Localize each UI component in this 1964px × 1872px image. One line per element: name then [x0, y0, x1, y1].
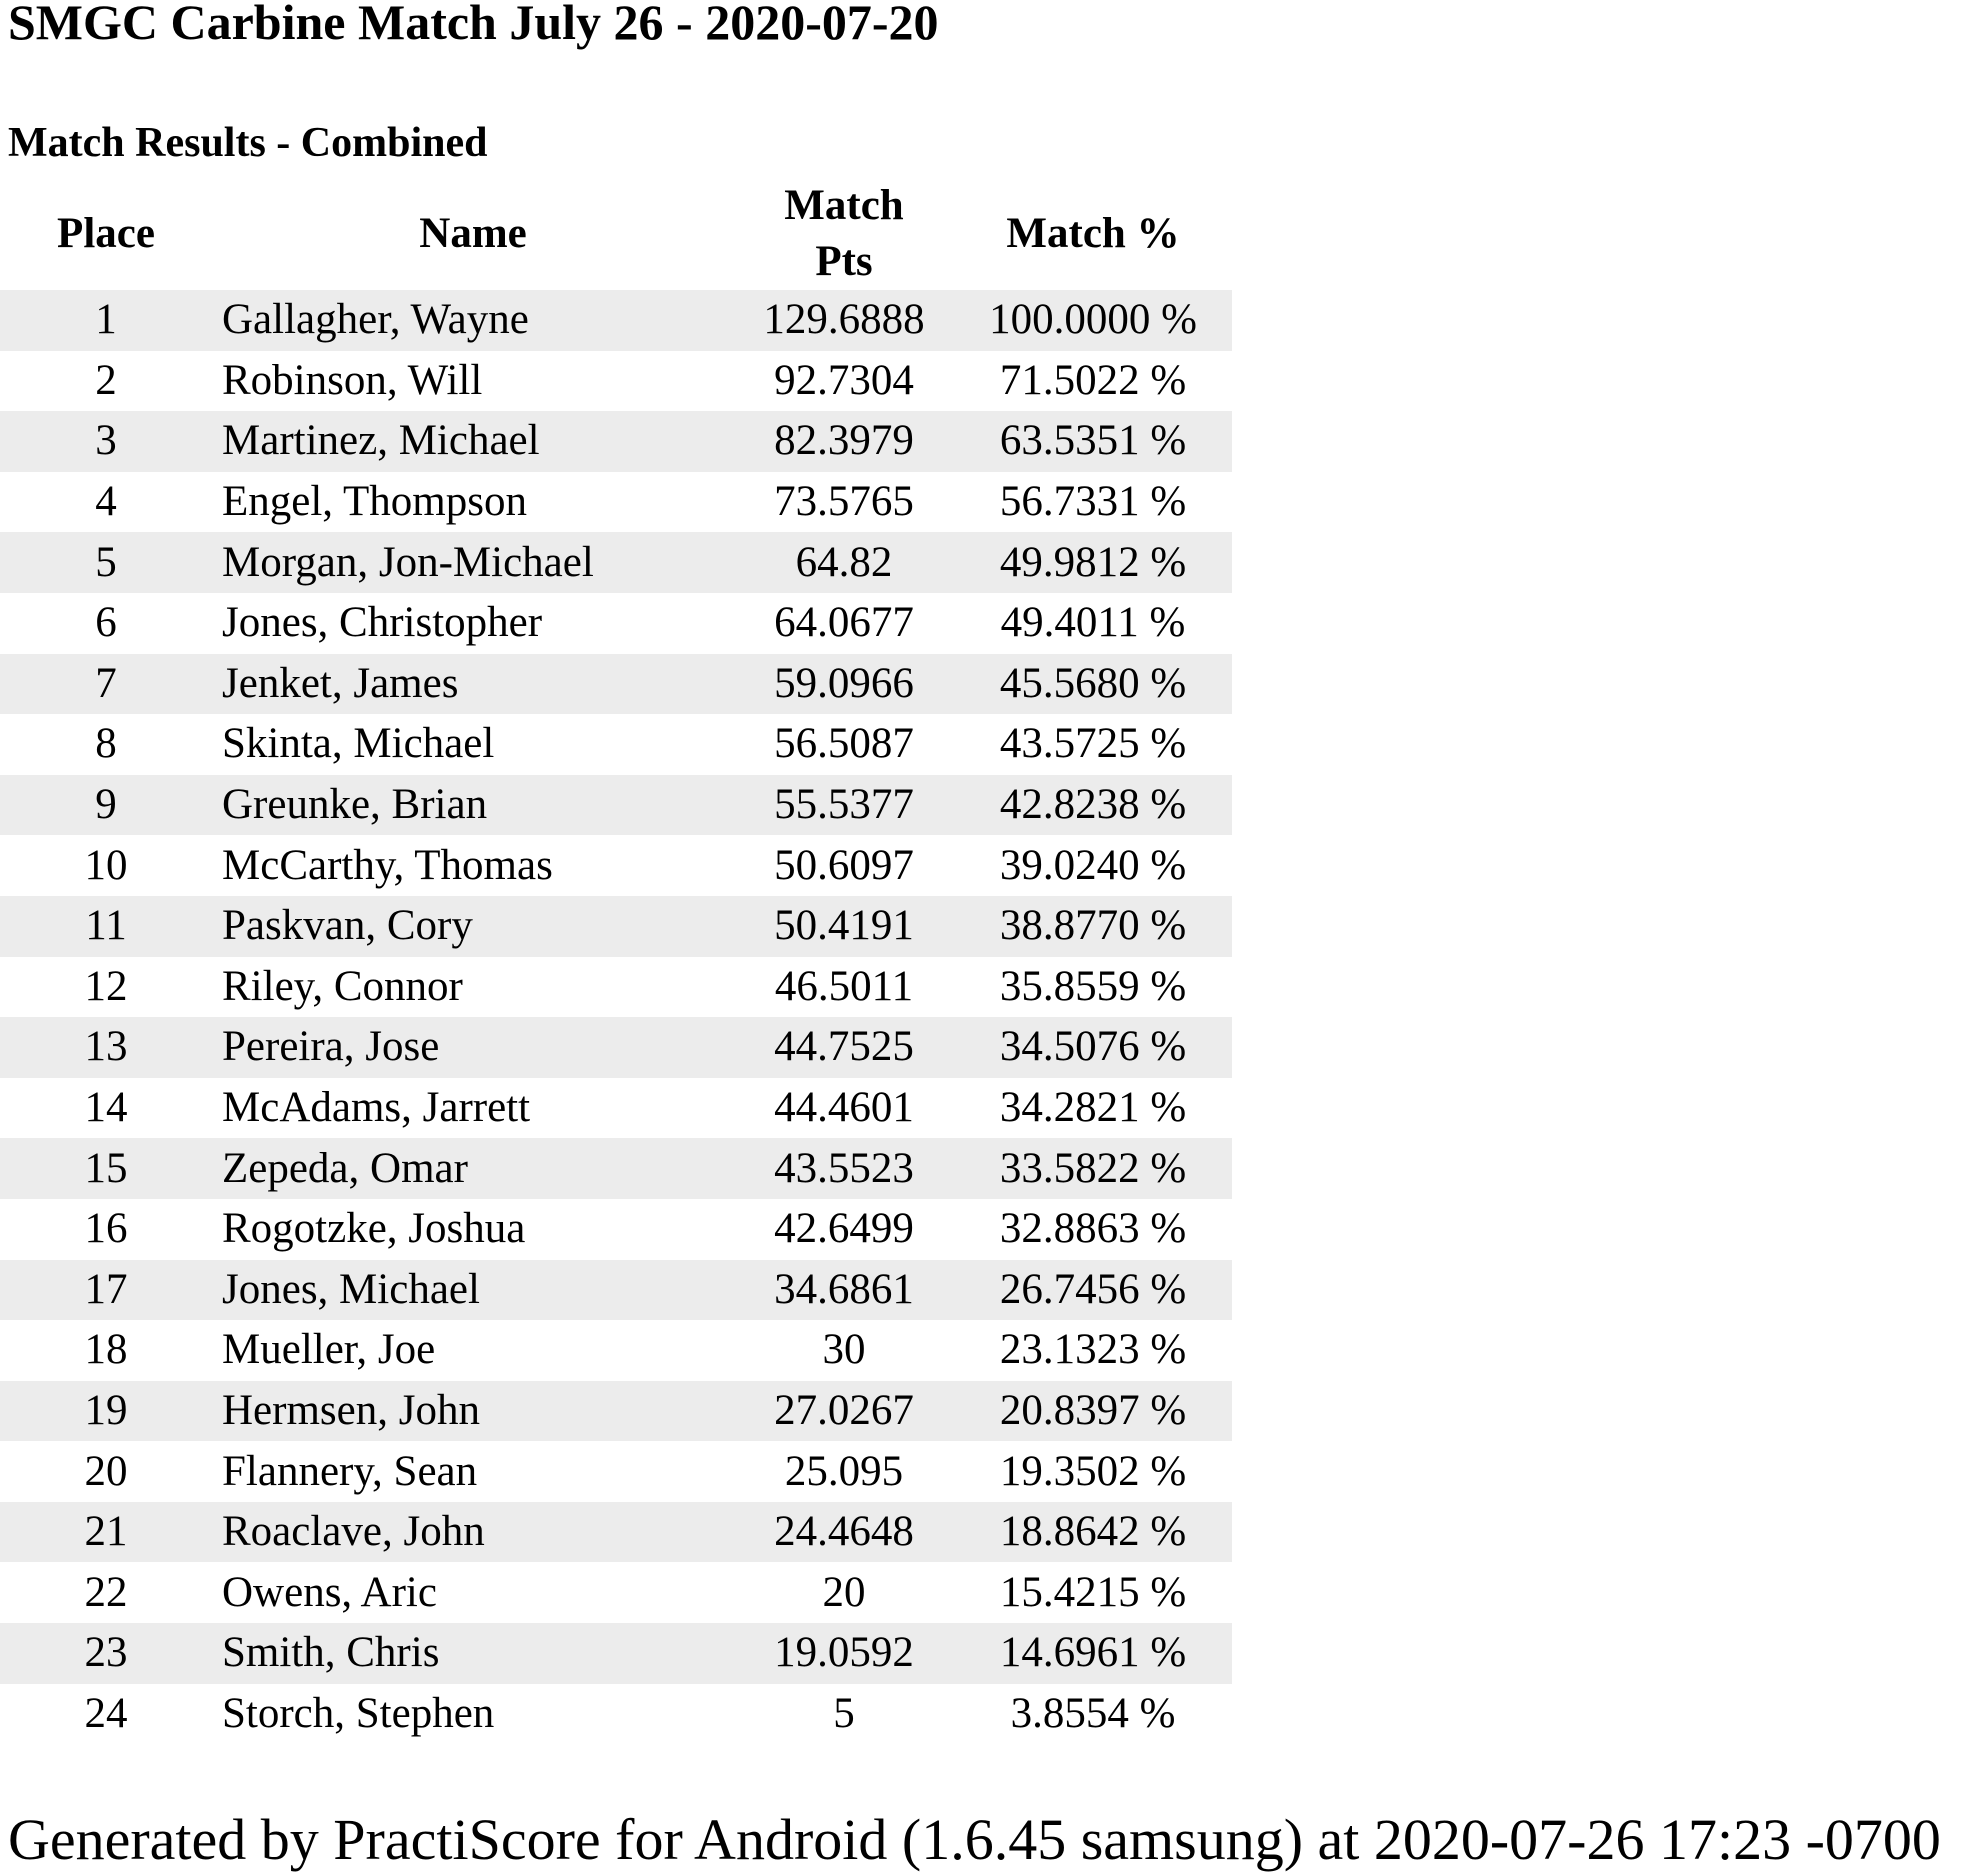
cell-place: 9 — [0, 775, 212, 836]
results-body — [0, 290, 1232, 1744]
cell-match-pts: 44.7525 — [734, 1017, 954, 1078]
cell-name: Pereira, Jose — [212, 1017, 734, 1078]
cell-name: Storch, Stephen — [222, 1689, 495, 1737]
table-row — [0, 1017, 1232, 1078]
cell-match-pct: 35.8559 % — [999, 962, 1187, 1010]
cell-name: McAdams, Jarrett — [222, 1084, 531, 1132]
table-row — [0, 351, 1232, 412]
cell-place: 17 — [0, 1260, 212, 1321]
cell-match-pts: 73.5765 — [774, 478, 914, 526]
cell-match-pct: 56.7331 % — [999, 478, 1187, 526]
cell-match-pct: 32.8863 % — [999, 1205, 1187, 1253]
header-row — [0, 178, 1232, 290]
table-row — [0, 835, 1232, 896]
table-row — [0, 714, 1232, 775]
cell-name: McCarthy, Thomas — [222, 841, 553, 889]
cell-place: 16 — [84, 1205, 128, 1253]
cell-match-pct: 43.5725 % — [999, 720, 1187, 768]
cell-match-pts: 44.4601 — [774, 1084, 914, 1132]
cell-place: 4 — [95, 478, 117, 526]
cell-place: 22 — [84, 1568, 128, 1616]
column-header-place: Place — [57, 210, 155, 257]
cell-name: Gallagher, Wayne — [212, 290, 734, 351]
table-row — [0, 896, 1232, 957]
cell-match-pts: 82.3979 — [734, 411, 954, 472]
column-header-match-pts-line1: Match — [784, 182, 904, 229]
cell-name: Skinta, Michael — [222, 720, 495, 768]
cell-match-pts: 27.0267 — [734, 1381, 954, 1442]
cell-match-pct: 18.8642 % — [954, 1502, 1232, 1563]
cell-match-pct: 39.0240 % — [999, 841, 1187, 889]
cell-name: Morgan, Jon-Michael — [212, 532, 734, 593]
cell-match-pts: 50.4191 — [734, 896, 954, 957]
table-row — [0, 290, 1232, 351]
cell-place: 3 — [0, 411, 212, 472]
cell-match-pts: 64.0677 — [774, 599, 914, 647]
page-title: SMGC Carbine Match July 26 - 2020-07-20 — [8, 0, 939, 50]
cell-name: Robinson, Will — [222, 356, 483, 404]
results-table — [0, 178, 1232, 1744]
cell-name: Rogotzke, Joshua — [222, 1205, 526, 1253]
table-row — [0, 1199, 1232, 1260]
cell-match-pts: 59.0966 — [734, 654, 954, 715]
cell-place: 10 — [84, 841, 128, 889]
table-row — [0, 472, 1232, 533]
table-row — [0, 593, 1232, 654]
cell-match-pts: 5 — [833, 1689, 855, 1737]
cell-place: 21 — [0, 1502, 212, 1563]
cell-match-pct: 20.8397 % — [954, 1381, 1232, 1442]
cell-match-pct: 71.5022 % — [999, 356, 1187, 404]
cell-match-pts: 25.095 — [784, 1447, 904, 1495]
cell-place: 12 — [84, 962, 128, 1010]
column-header-match-pts-line2: Pts — [815, 238, 873, 285]
table-row — [0, 775, 1232, 836]
cell-match-pct: 34.5076 % — [954, 1017, 1232, 1078]
cell-name: Roaclave, John — [212, 1502, 734, 1563]
cell-match-pct: 49.4011 % — [1000, 599, 1186, 647]
cell-match-pts: 56.5087 — [774, 720, 914, 768]
cell-match-pts: 19.0592 — [734, 1623, 954, 1684]
cell-place: 23 — [0, 1623, 212, 1684]
cell-match-pct: 42.8238 % — [954, 775, 1232, 836]
table-row — [0, 1381, 1232, 1442]
cell-name: Jones, Michael — [212, 1260, 734, 1321]
cell-match-pts: 42.6499 — [774, 1205, 914, 1253]
cell-name: Paskvan, Cory — [212, 896, 734, 957]
table-row — [0, 1441, 1232, 1502]
cell-match-pct: 34.2821 % — [999, 1084, 1187, 1132]
cell-place: 24 — [84, 1689, 128, 1737]
cell-match-pct: 3.8554 % — [1010, 1689, 1176, 1737]
table-row — [0, 532, 1232, 593]
table-row — [0, 411, 1232, 472]
cell-match-pts: 46.5011 — [774, 962, 914, 1010]
cell-match-pts: 92.7304 — [774, 356, 914, 404]
cell-name: Hermsen, John — [212, 1381, 734, 1442]
cell-place: 6 — [95, 599, 117, 647]
cell-place: 18 — [84, 1326, 128, 1374]
table-row — [0, 1078, 1232, 1139]
cell-match-pct: 63.5351 % — [954, 411, 1232, 472]
cell-place: 13 — [0, 1017, 212, 1078]
cell-match-pct: 23.1323 % — [999, 1326, 1187, 1374]
table-row — [0, 957, 1232, 1018]
cell-match-pts: 20 — [822, 1568, 866, 1616]
cell-match-pct: 26.7456 % — [954, 1260, 1232, 1321]
cell-match-pts: 55.5377 — [734, 775, 954, 836]
footer-generated-by: Generated by PractiScore for Android (1.6.45 samsung) at 2020-07-26 17:23 -0700 — [8, 1807, 1941, 1872]
cell-name: Owens, Aric — [222, 1568, 437, 1616]
cell-match-pts: 50.6097 — [774, 841, 914, 889]
cell-match-pts: 34.6861 — [734, 1260, 954, 1321]
table-row — [0, 1502, 1232, 1563]
cell-name: Mueller, Joe — [222, 1326, 436, 1374]
cell-match-pct: 100.0000 % — [954, 290, 1232, 351]
table-row — [0, 1623, 1232, 1684]
cell-name: Engel, Thompson — [222, 478, 527, 526]
column-header-match-pts — [734, 178, 954, 290]
cell-place: 11 — [0, 896, 212, 957]
cell-name: Greunke, Brian — [212, 775, 734, 836]
cell-place: 20 — [84, 1447, 128, 1495]
column-header-name: Name — [419, 210, 527, 257]
cell-match-pts: 24.4648 — [734, 1502, 954, 1563]
cell-match-pct: 49.9812 % — [954, 532, 1232, 593]
cell-place: 5 — [0, 532, 212, 593]
cell-match-pct: 33.5822 % — [954, 1138, 1232, 1199]
cell-place: 7 — [0, 654, 212, 715]
cell-match-pts: 30 — [822, 1326, 866, 1374]
cell-name: Zepeda, Omar — [212, 1138, 734, 1199]
section-heading: Match Results - Combined — [8, 120, 488, 166]
cell-match-pct: 14.6961 % — [954, 1623, 1232, 1684]
cell-match-pts: 43.5523 — [734, 1138, 954, 1199]
cell-place: 14 — [84, 1084, 128, 1132]
cell-match-pts: 64.82 — [734, 532, 954, 593]
table-row — [0, 1320, 1232, 1381]
cell-place: 19 — [0, 1381, 212, 1442]
table-row — [0, 1260, 1232, 1321]
cell-name: Martinez, Michael — [212, 411, 734, 472]
cell-match-pts: 129.6888 — [734, 290, 954, 351]
cell-name: Riley, Connor — [222, 962, 463, 1010]
cell-name: Smith, Chris — [212, 1623, 734, 1684]
cell-name: Jenket, James — [212, 654, 734, 715]
cell-place: 2 — [95, 356, 117, 404]
table-row — [0, 654, 1232, 715]
cell-place: 1 — [0, 290, 212, 351]
column-header-match-pct: Match % — [1006, 210, 1180, 257]
cell-place: 15 — [0, 1138, 212, 1199]
cell-place: 8 — [95, 720, 117, 768]
table-row — [0, 1138, 1232, 1199]
cell-match-pct: 45.5680 % — [954, 654, 1232, 715]
cell-name: Jones, Christopher — [222, 599, 543, 647]
table-row — [0, 1562, 1232, 1623]
cell-match-pct: 38.8770 % — [954, 896, 1232, 957]
cell-match-pct: 19.3502 % — [999, 1447, 1187, 1495]
cell-name: Flannery, Sean — [222, 1447, 478, 1495]
cell-match-pct: 15.4215 % — [999, 1568, 1187, 1616]
table-row — [0, 1684, 1232, 1745]
